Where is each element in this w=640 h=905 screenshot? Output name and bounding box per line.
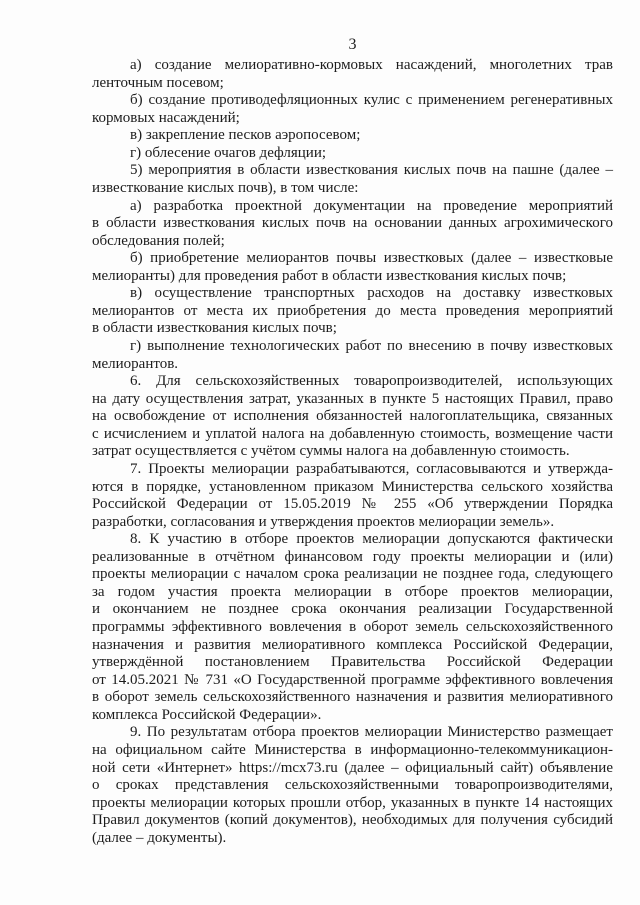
text-line: 8. К участию в отборе проектов мелиорации допускаются фактически xyxy=(130,531,613,548)
text-line: а) создание мелиоративно-кормовых насаждений, многолетних трав xyxy=(130,57,613,73)
text-line: в оборот земель сельскохозяйственного назначения и развития мелиоративного xyxy=(92,689,613,706)
text-line: мелиорантов. xyxy=(92,355,179,372)
text-line: комплекса Российской Федерации». xyxy=(92,706,322,723)
text-line: проекты мелиорации с началом срока реализации не позднее года, следующего xyxy=(92,566,613,583)
paragraph-sand-fixing xyxy=(92,127,613,145)
text-line: мелиоранты) для проведения работ в области известкования кислых почв; xyxy=(92,267,567,284)
text-line: ются в порядке, установленном приказом Министерства сельского хозяйства xyxy=(92,478,613,495)
text-line: реализованные в отчётном финансовом году проекты мелиорации и (или) xyxy=(92,548,613,565)
text-line: мелиорантов от места их приобретения до места проведения мероприятий xyxy=(92,302,613,319)
text-line: в области известкования кислых почв на основании данных агрохимического xyxy=(92,215,613,232)
text-line: г) выполнение технологических работ по внесению в почву известковых xyxy=(130,338,613,354)
text-line: обследования полей; xyxy=(92,232,225,249)
page-number: 3 xyxy=(348,36,357,53)
paragraph-liming-works xyxy=(92,338,613,373)
text-line: б) приобретение мелиорантов почвы известковых (далее – известковые xyxy=(130,250,613,267)
text-line: в) осуществление транспортных расходов на доставку известковых xyxy=(130,285,613,302)
paragraph-mel-forage-plantings xyxy=(92,57,613,92)
text-line: (далее – документы). xyxy=(92,829,227,846)
text-line: известкование кислых почв), в том числе: xyxy=(92,179,359,196)
text-line: г) облесение очагов дефляции; xyxy=(130,144,327,161)
text-line: за годом участия проекта мелиорации в отборе проектов мелиорации, xyxy=(92,583,613,600)
text-line: проекты мелиорации которых прошли отбор, указанных в пункте 14 настоящих xyxy=(92,794,613,811)
text-line: б) создание противодефляционных кулис с применением регенеративных xyxy=(130,92,613,109)
text-line: программы эффективного вовлечения в оборот земель сельскохозяйственного xyxy=(92,619,613,635)
paragraph-antideflation-belts xyxy=(92,92,613,127)
document-body xyxy=(92,57,613,847)
paragraph-liming-ameliorants xyxy=(92,250,613,285)
paragraph-liming-design xyxy=(92,198,613,251)
paragraph-section-9 xyxy=(92,724,613,847)
text-line: кормовых насаждений; xyxy=(92,109,240,126)
text-line: ленточным посевом; xyxy=(92,74,224,91)
text-line: на официальном сайте Министерства в информационно-телекоммуникацион- xyxy=(92,741,613,758)
text-line: 5) мероприятия в области известкования кислых почв на пашне (далее – xyxy=(130,162,613,179)
text-line: ной сети «Интернет» https://mcx73.ru (далее – официальный сайт) объявление xyxy=(92,759,613,776)
text-line: утверждённой постановлением Правительства Российской Федерации xyxy=(92,654,613,671)
text-line: разработки, согласования и утверждения проектов мелиорации земель». xyxy=(92,513,555,530)
text-line: затрат осуществляется с учётом суммы налога на добавленную стоимость. xyxy=(92,443,570,460)
paragraph-liming-transport xyxy=(92,285,613,338)
text-line: 7. Проекты мелиорации разрабатываются, согласовываются и утвержда- xyxy=(130,460,613,477)
paragraph-afforestation xyxy=(92,145,613,163)
text-line: о сроках представления сельскохозяйственными товаропроизводителями, xyxy=(92,777,613,794)
text-line: назначения и развития мелиоративного комплекса Российской Федерации, xyxy=(92,636,613,653)
text-line: Российской Федерации от 15.05.2019 № 255 «Об утверждении Порядка xyxy=(92,496,613,513)
text-line: с исчислением и уплатой налога на добавленную стоимость, возмещение части xyxy=(92,425,613,442)
text-line: в) закрепление песков аэропосевом; xyxy=(130,127,361,144)
text-line: и окончанием не позднее срока окончания реализации Государственной xyxy=(92,601,613,618)
text-line: 9. По результатам отбора проектов мелиорации Министерство размещает xyxy=(130,724,613,741)
paragraph-liming-measures xyxy=(92,162,613,197)
text-line: на освобождение от исполнения обязанностей налогоплательщика, связанных xyxy=(92,408,613,425)
paragraph-section-7 xyxy=(92,461,613,531)
text-line: на дату осуществления затрат, указанных в пункте 5 настоящих Правил, право xyxy=(92,390,613,407)
text-line: Правил документов (копий документов), необходимых для получения субсидий xyxy=(92,812,613,829)
text-line: от 14.05.2021 № 731 «О Государственной программе эффективного вовлечения xyxy=(92,671,613,688)
paragraph-section-6 xyxy=(92,373,613,461)
text-line: 6. Для сельскохозяйственных товаропроизводителей, использующих xyxy=(130,373,613,390)
text-line: в области известкования кислых почв; xyxy=(92,320,337,337)
paragraph-section-8 xyxy=(92,531,613,724)
text-line: а) разработка проектной документации на проведение мероприятий xyxy=(130,197,613,214)
